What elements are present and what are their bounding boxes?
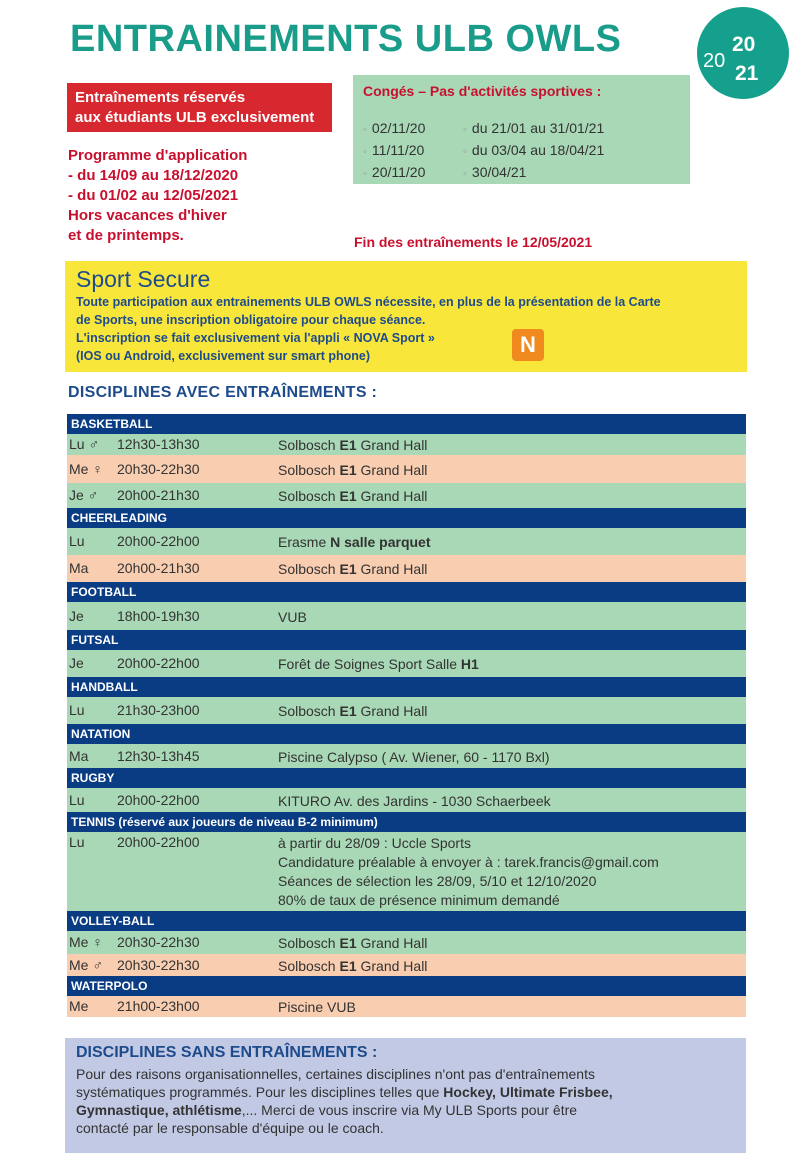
row-place: Forêt de Soignes Sport Salle H1 xyxy=(278,656,479,672)
conges-title: Congés – Pas d'activités sportives : xyxy=(363,83,602,99)
programme-line: - du 01/02 au 12/05/2021 xyxy=(68,187,239,204)
end-date: Fin des entraînements le 12/05/2021 xyxy=(354,234,593,250)
row-day: Me ♀ xyxy=(69,934,103,950)
page-title: ENTRAINEMENTS ULB OWLS xyxy=(70,18,622,60)
schedule-row xyxy=(67,528,746,555)
row-time: 21h00-23h00 xyxy=(117,998,200,1014)
schedule-row xyxy=(67,555,746,582)
row-time: 20h00-22h00 xyxy=(117,533,200,549)
schedule-table xyxy=(67,414,746,1017)
no-training-text xyxy=(76,1065,735,1137)
row-place: KITURO Av. des Jardins - 1030 Schaerbeek xyxy=(278,793,551,809)
conges-date: ◦ du 03/04 au 18/04/21 xyxy=(463,142,605,158)
row-time: 20h00-21h30 xyxy=(117,560,200,576)
row-place: Piscine VUB xyxy=(278,999,356,1015)
sport-header: RUGBY xyxy=(67,768,746,788)
row-place: VUB xyxy=(278,609,307,625)
row-time: 12h30-13h30 xyxy=(117,436,200,452)
bullet-icon: ◦ xyxy=(463,146,467,158)
sport-secure-title: Sport Secure xyxy=(76,266,211,292)
row-time: 12h30-13h45 xyxy=(117,748,200,764)
no-training-line: systématiques programmés. Pour les disciplines telles que Hockey, Ultimate Frisbee, xyxy=(76,1084,613,1100)
conges-box xyxy=(353,75,690,184)
row-time: 20h00-22h00 xyxy=(117,792,200,808)
row-day: Lu xyxy=(69,702,85,718)
year-bottom: 21 xyxy=(735,62,759,85)
bullet-icon: ◦ xyxy=(363,146,367,158)
sport-header: FUTSAL xyxy=(67,630,746,650)
no-training-line: contacté par le responsable d'équipe ou le coach. xyxy=(76,1120,384,1136)
row-day: Lu xyxy=(69,533,85,549)
year-prefix: 20 xyxy=(703,50,726,72)
row-day: Ma xyxy=(69,560,89,576)
year-top: 20 xyxy=(732,33,756,56)
disciplines-title: DISCIPLINES AVEC ENTRAÎNEMENTS : xyxy=(68,384,378,401)
row-day: Me xyxy=(69,998,89,1014)
programme-line: Programme d'application xyxy=(68,147,248,164)
schedule-row xyxy=(67,455,746,483)
row-time: 21h30-23h00 xyxy=(117,702,200,718)
conges-date: ◦ du 21/01 au 31/01/21 xyxy=(463,120,605,136)
row-day: Me ♂ xyxy=(69,957,103,973)
conges-date: ◦ 20/11/20 xyxy=(363,164,426,180)
row-time: 20h00-22h00 xyxy=(117,834,200,850)
schedule-row xyxy=(67,697,746,724)
no-training-box xyxy=(65,1038,746,1153)
row-day: Je ♂ xyxy=(69,487,99,503)
row-time: 20h30-22h30 xyxy=(117,461,200,477)
bullet-icon: ◦ xyxy=(463,124,467,136)
row-place: Solbosch E1 Grand Hall xyxy=(278,437,428,453)
bullet-icon: ◦ xyxy=(363,124,367,136)
no-training-title: DISCIPLINES SANS ENTRAÎNEMENTS : xyxy=(76,1044,378,1061)
row-time: 20h00-22h00 xyxy=(117,655,200,671)
conges-date: ◦ 11/11/20 xyxy=(363,142,425,158)
schedule-row xyxy=(67,434,746,455)
schedule-row xyxy=(67,483,746,508)
row-place: Solbosch E1 Grand Hall xyxy=(278,935,428,951)
conges-col-2 xyxy=(463,118,604,184)
sport-header: VOLLEY-BALL xyxy=(67,911,746,931)
conges-date: ◦ 02/11/20 xyxy=(363,120,426,136)
sport-header: BASKETBALL xyxy=(67,414,746,434)
row-day: Je xyxy=(69,655,84,671)
reserved-notice-line: Entraînements réservés xyxy=(75,89,246,106)
row-place: Solbosch E1 Grand Hall xyxy=(278,462,428,478)
row-time: 20h00-21h30 xyxy=(117,487,200,503)
schedule-row xyxy=(67,954,746,976)
schedule-row xyxy=(67,602,746,630)
bullet-icon: ◦ xyxy=(463,168,467,180)
sport-secure-box xyxy=(65,261,747,372)
row-time: 20h30-22h30 xyxy=(117,934,200,950)
no-training-line: Pour des raisons organisationnelles, certaines disciplines n'ont pas d'entraînements xyxy=(76,1066,595,1082)
row-day: Me ♀ xyxy=(69,461,103,477)
schedule-row xyxy=(67,996,746,1017)
row-place: Solbosch E1 Grand Hall xyxy=(278,703,428,719)
row-day: Lu xyxy=(69,792,85,808)
row-day: Lu xyxy=(69,834,85,850)
programme-line: et de printemps. xyxy=(68,227,184,244)
row-day: Je xyxy=(69,608,84,624)
schedule-row xyxy=(67,832,746,911)
nova-app-icon: N xyxy=(512,329,544,361)
sport-header: FOOTBALL xyxy=(67,582,746,602)
row-time: 18h00-19h30 xyxy=(117,608,200,624)
sport-secure-line: de Sports, une inscription obligatoire pour chaque séance. xyxy=(76,313,426,327)
programme-line: - du 14/09 au 18/12/2020 xyxy=(68,167,239,184)
conges-col-1 xyxy=(363,118,463,184)
row-place: Solbosch E1 Grand Hall xyxy=(278,561,428,577)
schedule-row xyxy=(67,931,746,954)
row-time: 20h30-22h30 xyxy=(117,957,200,973)
reserved-notice xyxy=(67,83,332,132)
row-place: Solbosch E1 Grand Hall xyxy=(278,958,428,974)
sport-header: NATATION xyxy=(67,724,746,744)
sport-secure-line: Toute participation aux entrainements ULB OWLS nécessite, en plus de la présentation de la Carte xyxy=(76,295,661,309)
row-place: Piscine Calypso ( Av. Wiener, 60 - 1170 Bxl) xyxy=(278,749,550,765)
no-training-line: Gymnastique, athlétisme,... Merci de vous inscrire via My ULB Sports pour être xyxy=(76,1102,578,1118)
row-place: Erasme N salle parquet xyxy=(278,534,431,550)
programme-line: Hors vacances d'hiver xyxy=(68,207,227,224)
sport-header: WATERPOLO xyxy=(67,976,746,996)
sport-header: CHEERLEADING xyxy=(67,508,746,528)
programme-dates xyxy=(68,146,288,246)
row-place: à partir du 28/09 : Uccle Sports Candidature préalable à envoyer à : tarek.francis@gmail.com Séances de sélection les 28/09, 5/10 et 12/10/2020 80% de taux de présence minimum demandé xyxy=(278,835,659,908)
sport-header: HANDBALL xyxy=(67,677,746,697)
row-day: Lu ♂ xyxy=(69,436,99,452)
row-place: Solbosch E1 Grand Hall xyxy=(278,488,428,504)
sport-header: TENNIS (réservé aux joueurs de niveau B-2 minimum) xyxy=(67,812,746,832)
schedule-row xyxy=(67,650,746,677)
schedule-row xyxy=(67,788,746,812)
reserved-notice-line: aux étudiants ULB exclusivement xyxy=(75,109,315,126)
schedule-row xyxy=(67,744,746,768)
row-day: Ma xyxy=(69,748,89,764)
bullet-icon: ◦ xyxy=(363,168,367,180)
conges-date: ◦ 30/04/21 xyxy=(463,164,527,180)
sport-secure-line: L'inscription se fait exclusivement via l'appli « NOVA Sport » xyxy=(76,331,435,345)
sport-secure-line: (IOS ou Android, exclusivement sur smart phone) xyxy=(76,349,371,363)
